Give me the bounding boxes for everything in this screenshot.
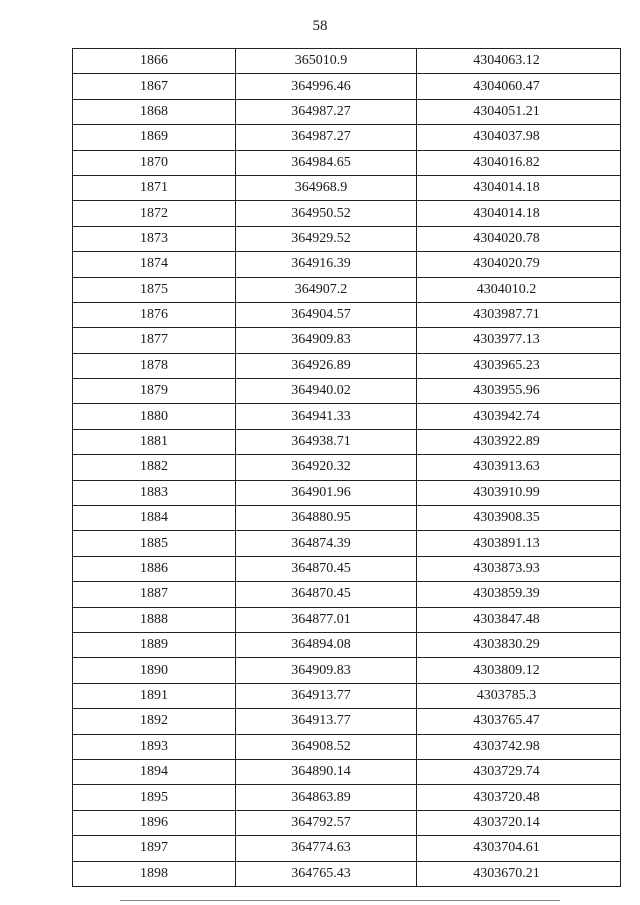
- table-row: [73, 683, 621, 708]
- table-row: [73, 429, 621, 454]
- x-coordinate-cell: 364916.39: [236, 252, 417, 277]
- x-coordinate-cell: 364907.2: [236, 277, 417, 302]
- table-row: [73, 531, 621, 556]
- point-number-cell: 1871: [73, 175, 236, 200]
- y-coordinate-cell: 4303785.3: [417, 683, 621, 708]
- table-row: [73, 201, 621, 226]
- y-coordinate-cell: 4303913.63: [417, 455, 621, 480]
- table-row: [73, 74, 621, 99]
- x-coordinate-cell: 364909.83: [236, 328, 417, 353]
- point-number-cell: 1885: [73, 531, 236, 556]
- point-number-cell: 1868: [73, 99, 236, 124]
- y-coordinate-cell: 4303742.98: [417, 734, 621, 759]
- x-coordinate-cell: 364926.89: [236, 353, 417, 378]
- point-number-cell: 1895: [73, 785, 236, 810]
- table-row: [73, 632, 621, 657]
- table-row: [73, 125, 621, 150]
- point-number-cell: 1870: [73, 150, 236, 175]
- x-coordinate-cell: 364996.46: [236, 74, 417, 99]
- x-coordinate-cell: 364774.63: [236, 836, 417, 861]
- y-coordinate-cell: 4303965.23: [417, 353, 621, 378]
- y-coordinate-cell: 4303720.48: [417, 785, 621, 810]
- y-coordinate-cell: 4304014.18: [417, 175, 621, 200]
- table-row: [73, 607, 621, 632]
- table-row: [73, 810, 621, 835]
- table-row: [73, 226, 621, 251]
- point-number-cell: 1893: [73, 734, 236, 759]
- point-number-cell: 1875: [73, 277, 236, 302]
- point-number-cell: 1889: [73, 632, 236, 657]
- y-coordinate-cell: 4303670.21: [417, 861, 621, 886]
- x-coordinate-cell: 364792.57: [236, 810, 417, 835]
- table-row: [73, 49, 621, 74]
- x-coordinate-cell: 364913.77: [236, 709, 417, 734]
- y-coordinate-cell: 4304060.47: [417, 74, 621, 99]
- x-coordinate-cell: 364877.01: [236, 607, 417, 632]
- x-coordinate-cell: 364870.45: [236, 556, 417, 581]
- point-number-cell: 1877: [73, 328, 236, 353]
- table-row: [73, 658, 621, 683]
- point-number-cell: 1880: [73, 404, 236, 429]
- point-number-cell: 1879: [73, 379, 236, 404]
- point-number-cell: 1888: [73, 607, 236, 632]
- table-row: [73, 861, 621, 886]
- point-number-cell: 1866: [73, 49, 236, 74]
- table-row: [73, 252, 621, 277]
- x-coordinate-cell: 364908.52: [236, 734, 417, 759]
- point-number-cell: 1869: [73, 125, 236, 150]
- point-number-cell: 1873: [73, 226, 236, 251]
- table-row: [73, 836, 621, 861]
- table-row: [73, 582, 621, 607]
- y-coordinate-cell: 4303942.74: [417, 404, 621, 429]
- table-row: [73, 277, 621, 302]
- point-number-cell: 1894: [73, 759, 236, 784]
- x-coordinate-cell: 364940.02: [236, 379, 417, 404]
- x-coordinate-cell: 364929.52: [236, 226, 417, 251]
- point-number-cell: 1881: [73, 429, 236, 454]
- x-coordinate-cell: 364874.39: [236, 531, 417, 556]
- x-coordinate-cell: 364987.27: [236, 99, 417, 124]
- x-coordinate-cell: 364984.65: [236, 150, 417, 175]
- y-coordinate-cell: 4303859.39: [417, 582, 621, 607]
- table-row: [73, 328, 621, 353]
- y-coordinate-cell: 4303847.48: [417, 607, 621, 632]
- point-number-cell: 1874: [73, 252, 236, 277]
- y-coordinate-cell: 4303908.35: [417, 506, 621, 531]
- y-coordinate-cell: 4304010.2: [417, 277, 621, 302]
- y-coordinate-cell: 4304020.79: [417, 252, 621, 277]
- table-row: [73, 734, 621, 759]
- y-coordinate-cell: 4303720.14: [417, 810, 621, 835]
- point-number-cell: 1884: [73, 506, 236, 531]
- y-coordinate-cell: 4303704.61: [417, 836, 621, 861]
- point-number-cell: 1898: [73, 861, 236, 886]
- x-coordinate-cell: 364941.33: [236, 404, 417, 429]
- x-coordinate-cell: 364950.52: [236, 201, 417, 226]
- x-coordinate-cell: 364913.77: [236, 683, 417, 708]
- y-coordinate-cell: 4304016.82: [417, 150, 621, 175]
- table-row: [73, 785, 621, 810]
- table-row: [73, 709, 621, 734]
- y-coordinate-cell: 4304063.12: [417, 49, 621, 74]
- y-coordinate-cell: 4304037.98: [417, 125, 621, 150]
- table-row: [73, 150, 621, 175]
- x-coordinate-cell: 364880.95: [236, 506, 417, 531]
- y-coordinate-cell: 4303765.47: [417, 709, 621, 734]
- table-row: [73, 759, 621, 784]
- point-number-cell: 1897: [73, 836, 236, 861]
- table-row: [73, 99, 621, 124]
- point-number-cell: 1872: [73, 201, 236, 226]
- point-number-cell: 1891: [73, 683, 236, 708]
- coordinate-table: [72, 48, 621, 887]
- table-row: [73, 302, 621, 327]
- x-coordinate-cell: 364870.45: [236, 582, 417, 607]
- table-row: [73, 556, 621, 581]
- y-coordinate-cell: 4304014.18: [417, 201, 621, 226]
- table-row: [73, 353, 621, 378]
- coordinate-table-container: [72, 48, 620, 887]
- y-coordinate-cell: 4303922.89: [417, 429, 621, 454]
- y-coordinate-cell: 4303873.93: [417, 556, 621, 581]
- y-coordinate-cell: 4303987.71: [417, 302, 621, 327]
- y-coordinate-cell: 4304051.21: [417, 99, 621, 124]
- point-number-cell: 1867: [73, 74, 236, 99]
- y-coordinate-cell: 4303729.74: [417, 759, 621, 784]
- x-coordinate-cell: 364968.9: [236, 175, 417, 200]
- page-number: 58: [312, 18, 328, 34]
- x-coordinate-cell: 364863.89: [236, 785, 417, 810]
- table-row: [73, 455, 621, 480]
- point-number-cell: 1883: [73, 480, 236, 505]
- table-row: [73, 175, 621, 200]
- y-coordinate-cell: 4303809.12: [417, 658, 621, 683]
- y-coordinate-cell: 4303910.99: [417, 480, 621, 505]
- point-number-cell: 1896: [73, 810, 236, 835]
- point-number-cell: 1887: [73, 582, 236, 607]
- table-row: [73, 480, 621, 505]
- x-coordinate-cell: 364894.08: [236, 632, 417, 657]
- point-number-cell: 1886: [73, 556, 236, 581]
- coordinate-table-body: [73, 49, 621, 887]
- table-row: [73, 404, 621, 429]
- x-coordinate-cell: 364901.96: [236, 480, 417, 505]
- x-coordinate-cell: 364904.57: [236, 302, 417, 327]
- x-coordinate-cell: 364920.32: [236, 455, 417, 480]
- x-coordinate-cell: 364938.71: [236, 429, 417, 454]
- x-coordinate-cell: 364987.27: [236, 125, 417, 150]
- y-coordinate-cell: 4303830.29: [417, 632, 621, 657]
- x-coordinate-cell: 364909.83: [236, 658, 417, 683]
- y-coordinate-cell: 4303891.13: [417, 531, 621, 556]
- point-number-cell: 1876: [73, 302, 236, 327]
- y-coordinate-cell: 4303977.13: [417, 328, 621, 353]
- point-number-cell: 1890: [73, 658, 236, 683]
- x-coordinate-cell: 364765.43: [236, 861, 417, 886]
- x-coordinate-cell: 365010.9: [236, 49, 417, 74]
- table-row: [73, 379, 621, 404]
- point-number-cell: 1882: [73, 455, 236, 480]
- y-coordinate-cell: 4304020.78: [417, 226, 621, 251]
- point-number-cell: 1892: [73, 709, 236, 734]
- table-row: [73, 506, 621, 531]
- y-coordinate-cell: 4303955.96: [417, 379, 621, 404]
- bottom-rule: [120, 900, 560, 901]
- x-coordinate-cell: 364890.14: [236, 759, 417, 784]
- point-number-cell: 1878: [73, 353, 236, 378]
